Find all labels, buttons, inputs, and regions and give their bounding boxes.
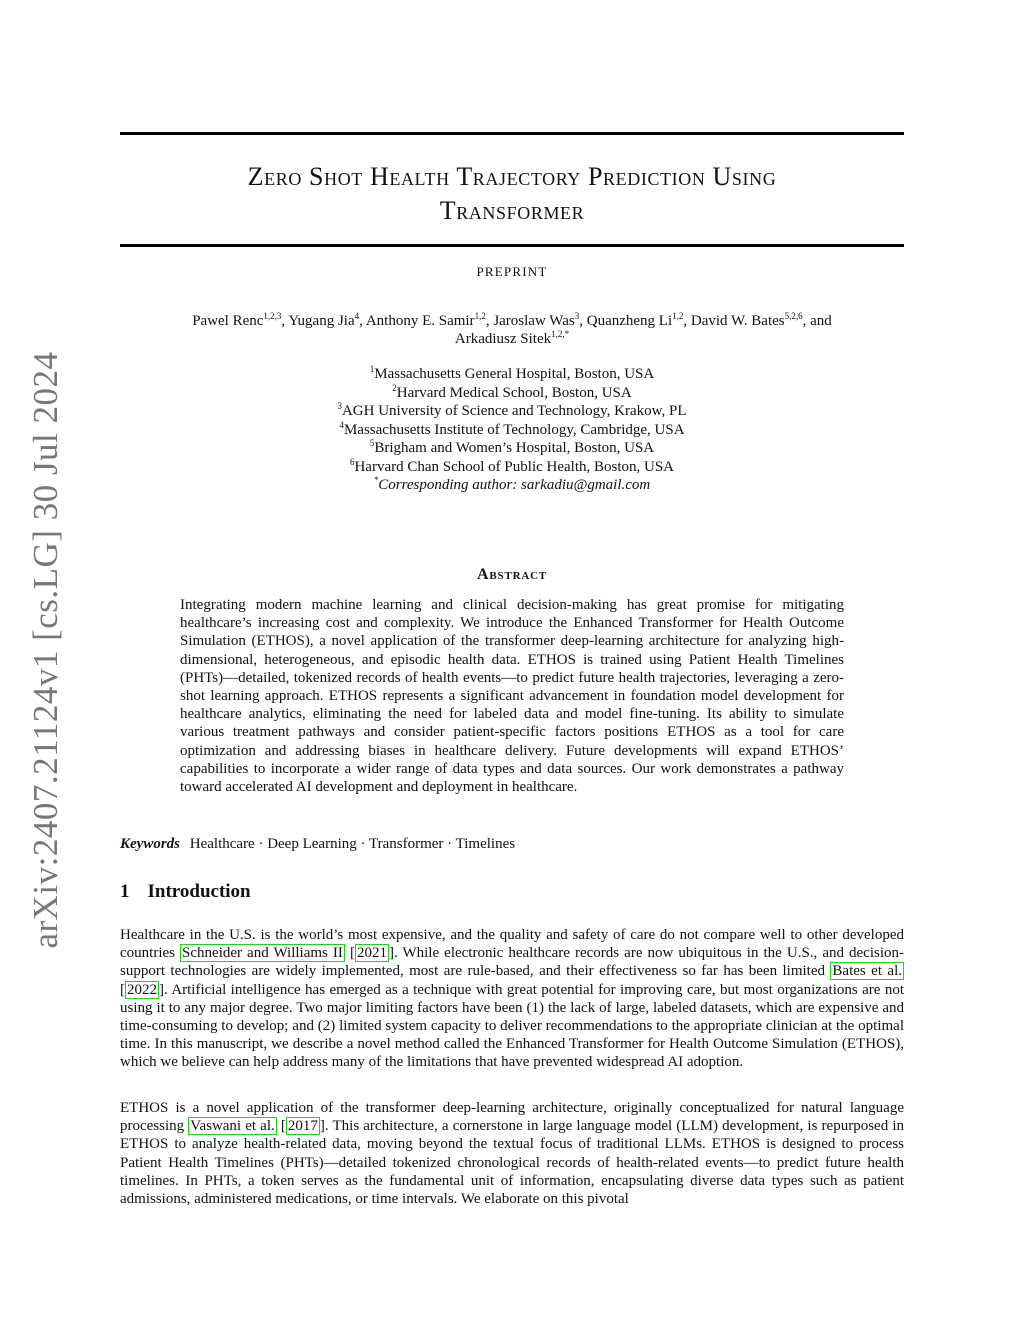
title-line-2: Transformer [439, 196, 585, 225]
author-list [120, 312, 904, 348]
keywords-label: Keywords [120, 836, 180, 852]
author-separator: , [485, 313, 494, 329]
author-affiliation-marks: 5,2,6 [784, 311, 803, 321]
citation-year-link[interactable]: 2022 [127, 981, 157, 998]
author-name: David W. Bates [690, 313, 785, 329]
author-name: Yugang Jia [288, 313, 355, 329]
author-name: Pawel Renc [192, 313, 264, 329]
author-separator: , [281, 313, 289, 329]
author-separator: , and [802, 313, 832, 329]
author-affiliation-marks: 1,2 [474, 311, 486, 321]
affiliation-item [120, 384, 904, 403]
keywords-text: Healthcare · Deep Learning · Transformer · Timelines [189, 836, 516, 852]
author-separator: , [359, 313, 366, 329]
author-name: Quanzheng Li [586, 313, 673, 329]
section-heading-introduction [120, 881, 251, 903]
abstract-heading: Abstract [477, 566, 547, 583]
paragraph-text: [ [344, 945, 355, 962]
affiliation-number: 1 [369, 364, 375, 374]
abstract-body: Integrating modern machine learning and clinical decision-making has great promise for mitigating healthcare’s increasing cost and complexity. We introduce the Enhanced Transformer for Health Outcome Simulation (ETHOS), a novel application of the transformer deep-learning architecture for analyzing high-dimensional, heterogeneous, and episodic health data. ETHOS is trained using Patient Health Timelines (PHTs)—detailed, tokenized records of health events—to predict future health trajectories, leveraging a zero-shot learning approach. ETHOS represents a significant advancement in foundation model development for healthcare analytics, eliminating the need for labeled data and model fine-tuning. Its ability to simulate various treatment pathways and consider patient-specific factors positions ETHOS as a tool for care optimization and addressing biases in healthcare delivery. Future developments will expand ETHOS’ capabilities to incorporate a wider range of data types and data sources. Our work demonstrates a pathway toward accelerated AI development and deployment in healthcare. [180, 597, 844, 796]
citation-year-link[interactable]: 2017 [287, 1118, 318, 1135]
intro-paragraph-2 [120, 1099, 904, 1208]
paragraph-text: ETHOS is a novel application of the transformer deep-learning architecture, originally conceptualized for natural language processing [120, 1100, 904, 1135]
affiliation-item [120, 365, 904, 384]
affiliation-text: Massachusetts Institute of Technology, Cambridge, USA [343, 421, 685, 438]
author-affiliation-marks: 4 [354, 311, 360, 321]
affiliation-number: 5 [369, 438, 375, 448]
affiliation-number: 2 [392, 382, 397, 393]
affiliation-item [120, 402, 904, 421]
affiliation-item [120, 439, 904, 458]
citation-link[interactable]: Schneider and Williams II [182, 945, 343, 962]
citation-link[interactable]: Bates et al. [832, 963, 902, 980]
paragraph-text: [ [120, 981, 125, 998]
author-name: Anthony E. Samir [365, 313, 475, 329]
title-top-rule [120, 132, 904, 135]
paragraph-text: Healthcare in the U.S. is the world’s most expensive, and the quality and safety of care do not compare well to other developed countries [120, 927, 904, 962]
paper-title [120, 160, 904, 228]
affiliation-text: Harvard Medical School, Boston, USA [396, 384, 632, 401]
section-number: 1 [120, 881, 130, 902]
paragraph-text: ]. Artificial intelligence has emerged as a technique with great potential for improving care, but most organizations are not using it to any major degree. Two major limiting factors have been (1) the lack of large, labeled datasets, which are expensive and time-consuming to develop; and (2) limited system capacity to deliver recommendations to the appropriate clinician at the optimal time. In this manuscript, we describe a novel method called the Enhanced Transformer for Health Outcome Simulation (ETHOS), which we believe can help address many of the limitations that have prevented widespread AI adoption. [120, 981, 904, 1071]
citation-link[interactable]: Vaswani et al. [190, 1118, 275, 1135]
paragraph-text: ]. While electronic healthcare records are now ubiquitous in the U.S., and decision-support technologies are widely implemented, most are rule-based, and their effectiveness so far has been limited [120, 945, 905, 980]
affiliation-text: Harvard Chan School of Public Health, Boston, USA [354, 458, 675, 475]
author-affiliation-marks: 1,2,* [551, 329, 570, 339]
title-line-1: Zero Shot Health Trajectory Prediction Using [247, 162, 777, 191]
affiliation-item [120, 458, 904, 477]
affiliation-list [120, 365, 904, 495]
affiliation-number: 3 [337, 401, 342, 411]
author-affiliation-marks: 1,2 [672, 311, 684, 321]
author-name: Jaroslaw Was [493, 313, 575, 329]
author-affiliation-marks: 3 [574, 311, 580, 321]
affiliation-item [120, 421, 904, 440]
affiliation-text: Massachusetts General Hospital, Boston, USA [374, 366, 655, 382]
author-affiliation-marks: 1,2,3 [263, 311, 282, 321]
citation-year-link[interactable]: 2021 [356, 945, 387, 962]
corresponding-author [120, 476, 904, 495]
keywords-line [120, 835, 904, 853]
paragraph-text: ]. This architecture, a cornerstone in large language model (LLM) development, is repurposed in ETHOS to analyze health-related data, moving beyond the textual focus of traditional LLMs. ETHOS is designed to process Patient Health Timelines (PHTs)—detailed tokenized chronological records of health-related events—to predict future health timelines. In PHTs, a token serves as the fundamental unit of information, encapsulating diverse data types such as patient admissions, administered medications, or time intervals. We elaborate on this pivotal [120, 1118, 904, 1208]
author-separator: , [683, 313, 691, 329]
arxiv-identifier: arXiv:2407.21124v1 [cs.LG] 30 Jul 2024 [26, 351, 65, 949]
affiliation-number: 6 [349, 456, 355, 467]
title-bottom-rule [120, 244, 904, 247]
affiliation-text: AGH University of Science and Technology, Krakow, PL [341, 403, 687, 419]
affiliation-number: 4 [339, 419, 344, 430]
affiliation-text: Brigham and Women’s Hospital, Boston, USA [374, 440, 655, 456]
author-name: Arkadiusz Sitek [454, 331, 552, 347]
paragraph-text: [ [276, 1118, 286, 1135]
intro-paragraph-1 [120, 926, 904, 1072]
corresponding-author-text: Corresponding author: sarkadiu@gmail.com [378, 477, 651, 493]
preprint-label: PREPRINT [476, 264, 548, 279]
section-title: Introduction [147, 881, 251, 902]
author-separator: , [579, 313, 587, 329]
corresponding-mark: * [373, 475, 379, 485]
